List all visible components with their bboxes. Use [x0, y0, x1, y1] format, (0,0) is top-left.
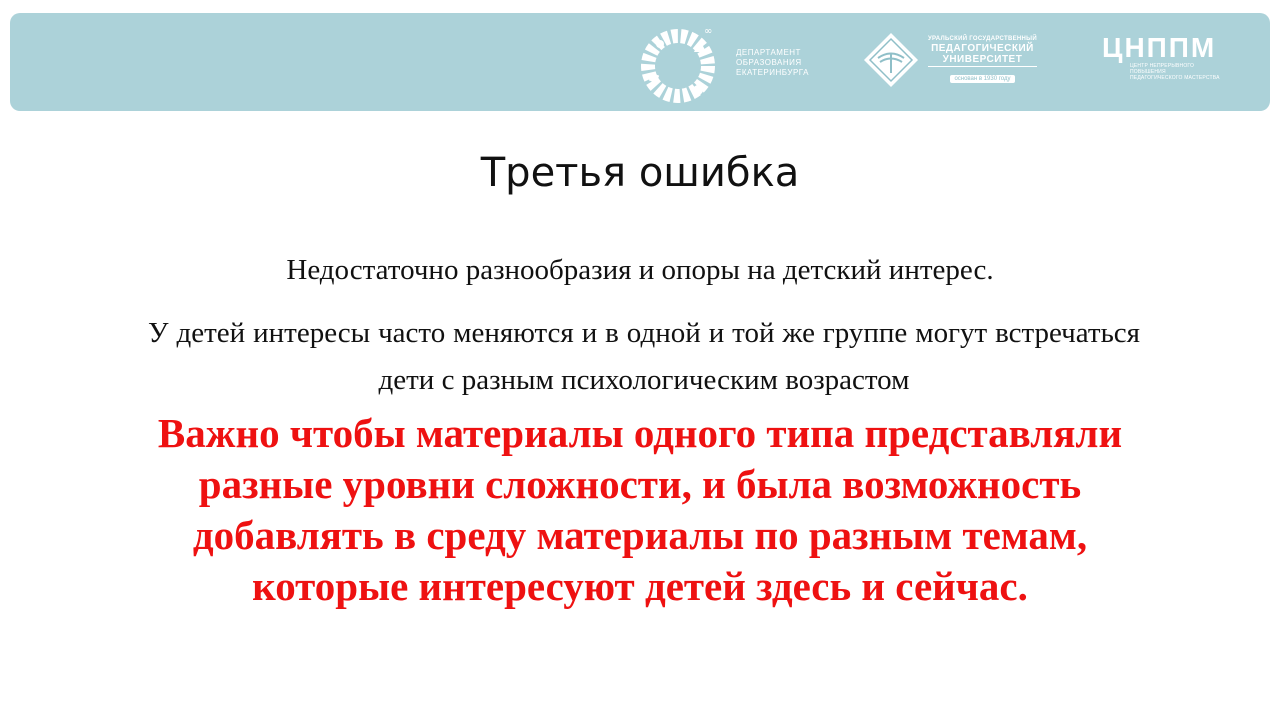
university-emblem-icon: [862, 31, 920, 89]
department-logo: [640, 21, 809, 105]
university-logo-line: УРАЛЬСКИЙ ГОСУДАРСТВЕННЫЙ: [928, 36, 1037, 42]
department-logo-line: ЕКАТЕРИНБУРГА: [736, 68, 809, 77]
center-logo: [1102, 33, 1230, 81]
university-logo-text: [928, 35, 1037, 85]
paragraph-interest: Недостаточно разнообразия и опоры на детский интерес.: [286, 254, 994, 286]
department-logo-line: ОБРАЗОВАНИЯ: [736, 58, 802, 67]
center-logo-abbr: ЦНППМ: [1102, 32, 1217, 63]
department-emblem-icon: [640, 22, 722, 104]
emphasis-text: Важно чтобы материалы одного типа представляли разные уровни сложности, и была возможность добавлять в среду материалы по разным темам, которые интересуют детей здесь и сейчас.: [157, 410, 1123, 609]
department-logo-line: ДЕПАРТАМЕНТ: [736, 48, 801, 57]
paragraph-age: У детей интересы часто меняются и в одной и той же группе могут встречаться дети с разным психологическим возрастом: [148, 317, 1140, 396]
svg-text:∞: ∞: [704, 26, 713, 37]
university-founded: основан в 1930 году: [950, 75, 1014, 83]
university-logo-line: ПЕДАГОГИЧЕСКИЙ: [931, 43, 1034, 54]
center-logo-desc: ПЕДАГОГИЧЕСКОГО МАСТЕРСТВА: [1130, 75, 1220, 81]
slide-title: Третья ошибка: [480, 150, 800, 196]
department-logo-text: [736, 48, 809, 78]
center-logo-desc: ЦЕНТР НЕПРЕРЫВНОГО ПОВЫШЕНИЯ: [1130, 63, 1195, 75]
university-logo: [862, 31, 1037, 89]
university-logo-line: УНИВЕРСИТЕТ: [928, 54, 1037, 67]
header-bar: [10, 13, 1270, 111]
